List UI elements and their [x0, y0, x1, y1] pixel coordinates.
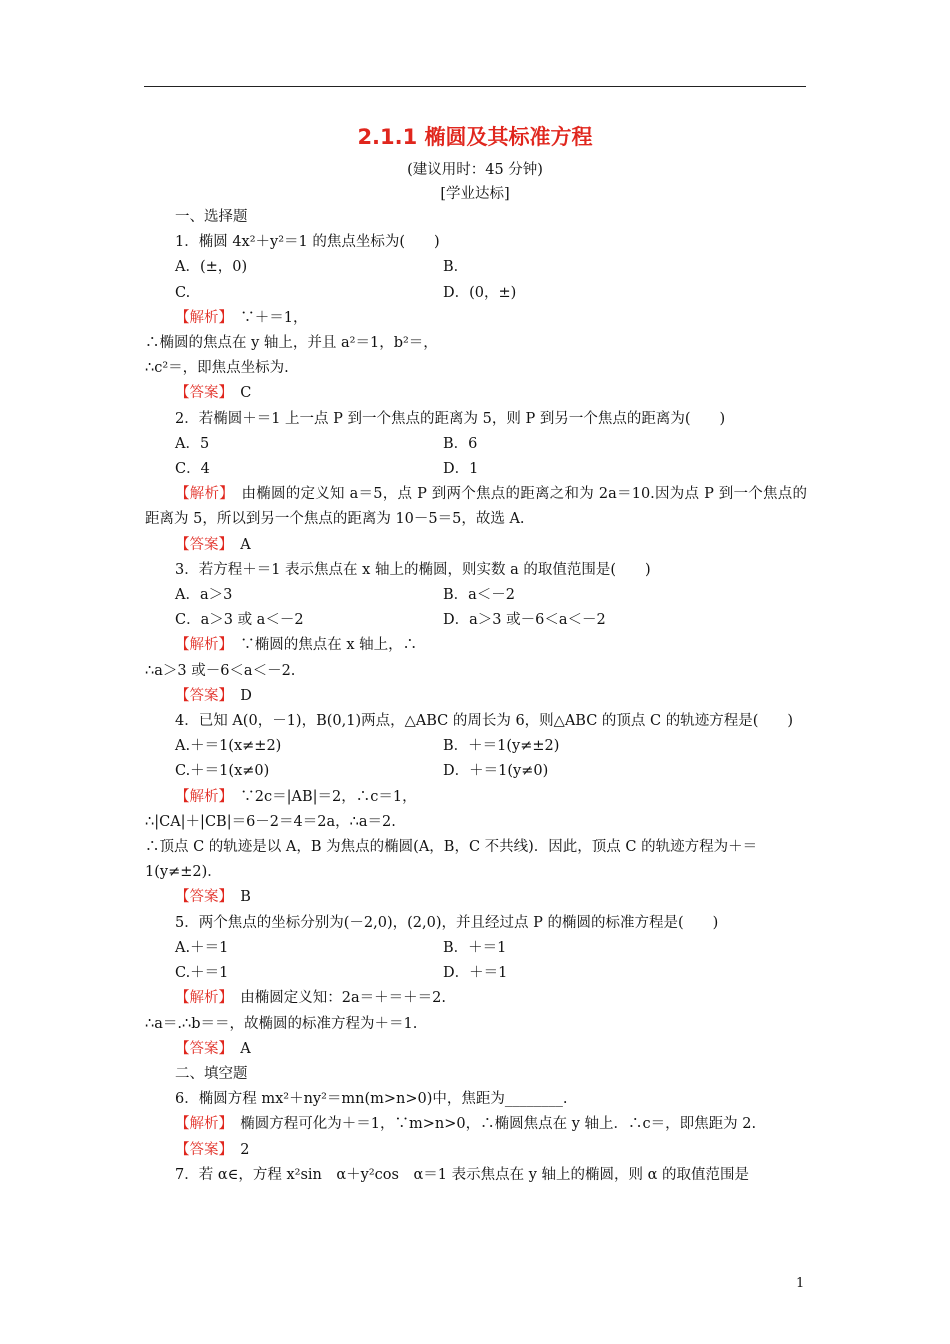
question-7: 7．若 α∈，方程 x²sin α＋y²cos α＝1 表示焦点在 y 轴上的椭圆，则 α 的取值范围是	[175, 1166, 750, 1183]
option-c: C．4	[175, 461, 210, 478]
answer-tag: 【答案】	[175, 1141, 226, 1158]
answer-tag: 【答案】	[175, 687, 226, 704]
analysis-tag: 【解析】	[175, 309, 226, 326]
explanation	[145, 785, 807, 810]
option-c: C.	[175, 284, 191, 301]
heading-fill: 二、填空题	[175, 1065, 248, 1082]
answer-tag: 【答案】	[175, 536, 226, 553]
option-b: B．＋＝1	[443, 939, 507, 956]
option-d: D．＋＝1(y≠0)	[443, 763, 549, 780]
explanation-line: ∴a＞3 或－6＜a＜－2.	[145, 662, 296, 679]
explanation-text: ∵2c＝|AB|＝2，∴c＝1，	[225, 788, 417, 805]
analysis-tag: 【解析】	[175, 637, 226, 654]
option-a: A．(±，0)	[175, 259, 248, 276]
answer	[145, 1138, 807, 1163]
answer-tag: 【答案】	[175, 889, 226, 906]
analysis-tag: 【解析】	[175, 486, 227, 503]
explanation-text: 由椭圆定义知：2a＝＋＝＋＝2.	[225, 990, 446, 1007]
answer-text: 2	[225, 1141, 250, 1158]
answer-text: A	[225, 536, 251, 553]
options-row	[145, 608, 807, 633]
explanation-text: ∵＋＝1，	[225, 309, 308, 326]
analysis-tag: 【解析】	[175, 1116, 226, 1133]
document-body	[145, 205, 807, 1188]
options-row	[145, 457, 807, 482]
answer	[145, 1037, 807, 1062]
explanation-line: ∴椭圆的焦点在 y 轴上，并且 a²＝1，b²＝，	[145, 335, 438, 352]
answer	[145, 533, 807, 558]
answer-text: C	[225, 385, 252, 402]
option-b: B．	[443, 259, 469, 276]
explanation	[145, 633, 807, 658]
explanation-line: ∴a＝.∴b＝＝，故椭圆的标准方程为＋＝1.	[145, 1015, 418, 1032]
option-a: A.＋＝1(x≠±2)	[175, 738, 282, 755]
section-label: [学业达标]	[440, 186, 510, 202]
question-1: 1．椭圆 4x²＋y²＝1 的焦点坐标为( )	[175, 234, 440, 251]
option-b: B．6	[443, 435, 478, 452]
option-c: C.＋＝1	[175, 965, 229, 982]
explanation-line: ∴|CA|＋|CB|＝6－2＝4＝2a，∴a＝2.	[145, 813, 396, 830]
explanation	[145, 1112, 807, 1137]
options-row	[145, 255, 807, 280]
explanation	[145, 986, 807, 1011]
analysis-tag: 【解析】	[175, 788, 226, 805]
option-d: D．＋＝1	[443, 965, 508, 982]
explanation	[145, 482, 807, 532]
page-number: 1	[796, 1276, 805, 1291]
answer-text: A	[225, 1040, 251, 1057]
option-d: D．1	[443, 461, 479, 478]
answer	[145, 684, 807, 709]
option-d: D．(0，±)	[443, 284, 517, 301]
options-row	[145, 936, 807, 961]
answer-text: D	[225, 687, 252, 704]
explanation-line: ∴c²＝，即焦点坐标为.	[145, 360, 289, 377]
explanation	[145, 306, 807, 331]
options-row	[145, 583, 807, 608]
answer-tag: 【答案】	[175, 1040, 226, 1057]
answer	[145, 885, 807, 910]
question-6: 6．椭圆方程 mx²＋ny²＝mn(m>n>0)中，焦距为________.	[175, 1091, 568, 1108]
header-rule	[144, 86, 806, 87]
option-a: A．5	[175, 435, 210, 452]
question-4: 4．已知 A(0，－1)，B(0,1)两点，△ABC 的周长为 6，则△ABC 的顶点 C 的轨迹方程是( )	[175, 713, 794, 730]
options-row	[145, 281, 807, 306]
option-c: C．a＞3 或 a＜－2	[175, 612, 304, 629]
options-row	[145, 734, 807, 759]
option-a: A．a＞3	[175, 587, 233, 604]
options-row	[145, 961, 807, 986]
analysis-tag: 【解析】	[175, 990, 226, 1007]
time-suggestion: (建议用时：45 分钟)	[407, 162, 543, 178]
option-c: C.＋＝1(x≠0)	[175, 763, 270, 780]
question-2: 2．若椭圆＋＝1 上一点 P 到一个焦点的距离为 5，则 P 到另一个焦点的距离为( )	[175, 410, 726, 427]
page-title: 2.1.1 椭圆及其标准方程	[357, 125, 593, 149]
explanation-text: 由椭圆的定义知 a＝5，点 P 到两个焦点的距离之和为 2a＝10.因为点 P 到一个焦点的距离为 5，所以到另一个焦点的距离为 10－5＝5，故选 A.	[145, 486, 808, 528]
question-3: 3．若方程＋＝1 表示焦点在 x 轴上的椭圆，则实数 a 的取值范围是( )	[175, 561, 651, 578]
answer-text: B	[225, 889, 251, 906]
option-b: B．＋＝1(y≠±2)	[443, 738, 560, 755]
explanation-text: ∵椭圆的焦点在 x 轴上，∴	[225, 637, 418, 654]
option-a: A.＋＝1	[175, 939, 229, 956]
explanation-line: ∴顶点 C 的轨迹是以 A，B 为焦点的椭圆(A，B，C 不共线)．因此，顶点 C 的轨迹方程为＋＝1(y≠±2)．	[145, 839, 758, 881]
explanation-text: 椭圆方程可化为＋＝1，∵m>n>0，∴椭圆焦点在 y 轴上．∴c＝，即焦距为 2.	[225, 1116, 757, 1133]
option-b: B．a＜－2	[443, 587, 516, 604]
answer	[145, 381, 807, 406]
question-5: 5．两个焦点的坐标分别为(－2,0)，(2,0)，并且经过点 P 的椭圆的标准方程是( )	[175, 914, 719, 931]
option-d: D．a＞3 或－6＜a＜－2	[443, 612, 606, 629]
answer-tag: 【答案】	[175, 385, 226, 402]
options-row	[145, 432, 807, 457]
heading-choice: 一、选择题	[175, 209, 248, 225]
options-row	[145, 759, 807, 784]
